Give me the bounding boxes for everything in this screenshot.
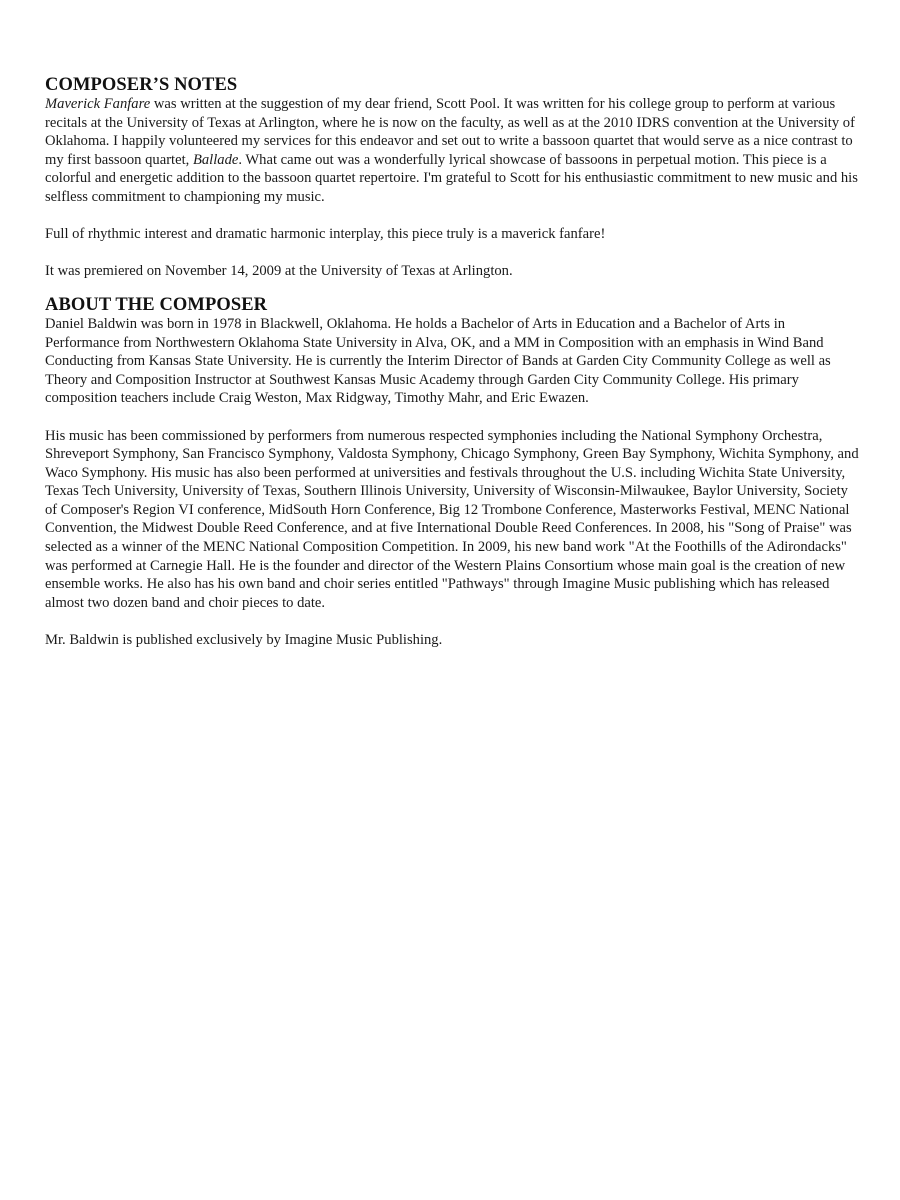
composers-notes-paragraph-3: It was premiered on November 14, 2009 at the University of Texas at Arlington. (45, 263, 513, 280)
document-page (45, 75, 860, 650)
composers-notes-paragraph-2: Full of rhythmic interest and dramatic harmonic interplay, this piece truly is a maverick fanfare! (45, 226, 606, 243)
piece-title: Maverick Fanfare (45, 96, 151, 112)
composers-notes-section (45, 75, 860, 281)
about-composer-paragraph-2: His music has been commissioned by performers from numerous respected symphonies including the National Symphony Orchestra, Shreveport Symphony, San Francisco Symphony, Valdosta Symphony, Chicago Symphony, Green Bay Symphony, Wichita Symphony, and Waco Symphony. His music has also been performed at universities and festivals throughout the U.S. including Wichita State University, Texas Tech University, University of Texas, Southern Illinois University, University of Wisconsin-Milwaukee, Baylor University, Society of Composer's Region VI conference, MidSouth Horn Conference, Big 12 Trombone Conference, Masterworks Festival, MENC National Convention, the Midwest Double Reed Conference, and at five International Double Reed Conferences. In 2008, his "Song of Praise" was selected as a winner of the MENC National Composition Competition. In 2009, his new band work "At the Foothills of the Adirondacks" was performed at Carnegie Hall. He is the founder and director of the Western Plains Consortium whose main goal is the creation of new ensemble works. He also has his own band and choir series entitled "Pathways" through Imagine Music publishing which has released almost two dozen band and choir pieces to date. (45, 427, 859, 611)
ballade-title: Ballade (192, 151, 239, 168)
about-composer-section (45, 295, 860, 650)
about-composer-heading: ABOUT THE COMPOSER (45, 294, 268, 315)
composers-notes-heading: COMPOSER’S NOTES (45, 75, 238, 95)
about-composer-paragraph-3: Mr. Baldwin is published exclusively by Imagine Music Publishing. (45, 632, 443, 649)
composers-notes-text-a: was written at the suggestion of my dear friend, Scott Pool. It was written for his college group to perform at various recitals at the University of Texas at Arlington, where he is now on the faculty, as well as at the 2010 IDRS convention at the University of Oklahoma. I happily volunteered my services for this endeavor and set out to write a bassoon quartet that would serve as a nice contrast to my first bassoon quartet, (45, 96, 855, 168)
about-composer-paragraph-1: Daniel Baldwin was born in 1978 in Blackwell, Oklahoma. He holds a Bachelor of Arts in Education and a Bachelor of Arts in Performance from Northwestern Oklahoma State University in Alva, OK, and a MM in Composition with an emphasis in Wind Band Conducting from Kansas State University. He is currently the Interim Director of Bands at Garden City Community College as well as Theory and Composition Instructor at Southwest Kansas Music Academy through Garden City Community College. His primary composition teachers include Craig Weston, Max Ridgway, Timothy Mahr, and Eric Ewazen. (45, 315, 831, 407)
composers-notes-text-b: . What came out was a wonderfully lyrical showcase of bassoons in perpetual motion. This piece is a colorful and energetic addition to the bassoon quartet repertoire. I'm grateful to Scott for his enthusiastic commitment to new music and his selfless commitment to championing my music. (45, 151, 858, 205)
composers-notes-paragraph-1 (45, 95, 860, 207)
